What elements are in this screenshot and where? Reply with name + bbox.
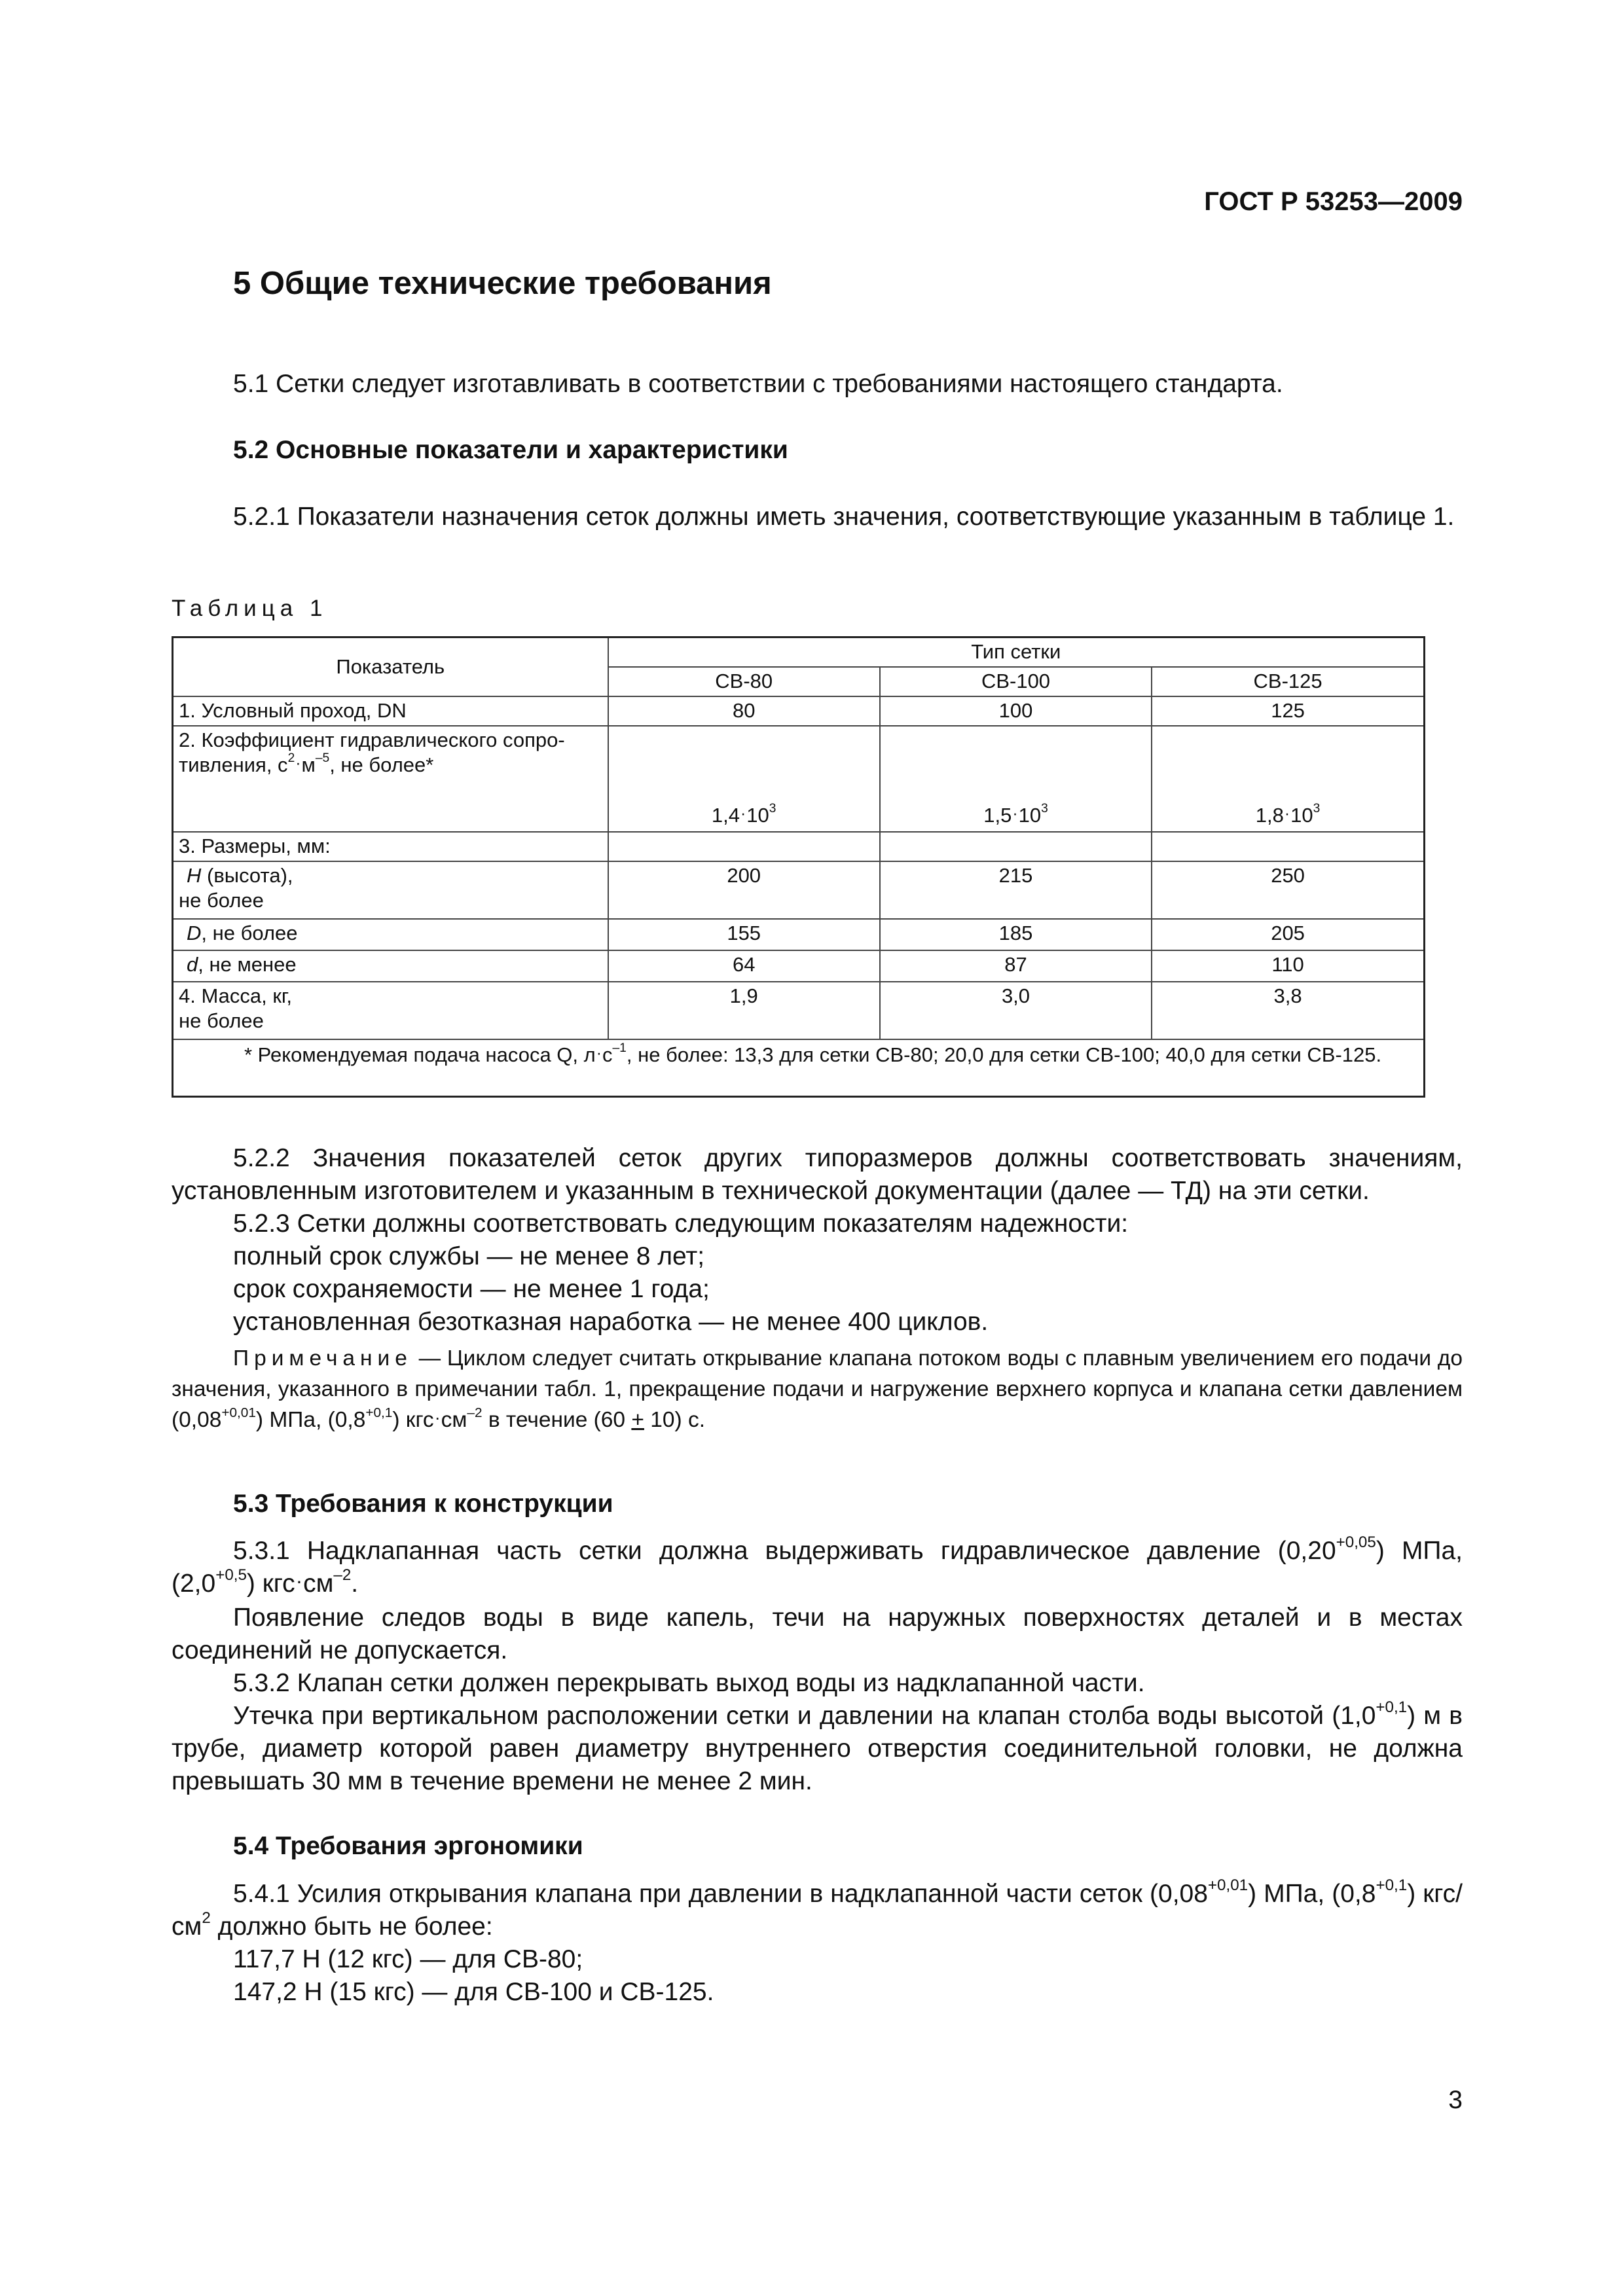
table-row (173, 726, 1425, 832)
table-row (173, 696, 1425, 726)
paragraph-5-1: 5.1 Сетки следует изготавливать в соответствии с требованиями настоящего стандарта. (233, 370, 1283, 398)
standard-code: ГОСТ Р 53253—2009 (1204, 187, 1463, 216)
row-label: 1. Условный проход, DN (173, 696, 608, 726)
value-cell: $1,8\cdot 10^3$ (1152, 726, 1424, 832)
type-cell: СВ-100 (880, 667, 1152, 696)
value-cell: 64 (608, 950, 880, 982)
table-header-row (173, 637, 1425, 667)
paragraph-5-2-1: 5.2.1 Показатели назначения сеток должны иметь значения, соответствующие указанным в таблице 1. (233, 503, 1455, 531)
paragraph-5-4-1: 5.4.1 Усилия открывания клапана при давлении в надклапанной части сеток $(0,08^{+0,01})$ МПа, $(0,8^{+0,1})$ кгс/$см^2$ должно быть не более: (172, 1876, 1463, 1941)
reliability-item: полный срок службы — не менее 8 лет; (233, 1242, 705, 1270)
value-cell: 185 (880, 919, 1152, 950)
paragraph-5-3-1: 5.3.1 Надклапанная часть сетки должна выдерживать гидравлическое давление $(0,20^{+0,05})$ МПа, $(2,0^{+0,5})$ $кгс\cdot см^{-2}$. (172, 1534, 1463, 1598)
value-cell: 3,8 (1152, 982, 1424, 1039)
value-cell: $1,4\cdot 10^3$ (608, 726, 880, 832)
type-cell: СВ-125 (1152, 667, 1424, 696)
section-5-title: 5 Общие технические требования (233, 266, 772, 301)
value-cell: 1,9 (608, 982, 880, 1039)
value-cell: 80 (608, 696, 880, 726)
value-cell: 125 (1152, 696, 1424, 726)
force-item: 117,7 Н (12 кгс) — для СВ-80; (233, 1945, 583, 1973)
paragraph-5-3-1-b: Появление следов воды в виде капель, течи на наружных поверхностях деталей и в местах соединений не допускается. (172, 1604, 1463, 1664)
value-cell: 3,0 (880, 982, 1152, 1039)
header-type: Тип сетки (608, 637, 1425, 667)
row-label: H (высота), не более (173, 861, 608, 919)
table-footnote: * Рекомендуемая подача насоса Q, $л\cdot с^{-1}$, не более: 13,3 для сетки СВ-80; 20,0 для сетки СВ-100; 40,0 для сетки СВ-125. (173, 1039, 1425, 1097)
value-cell: 110 (1152, 950, 1424, 982)
paragraph-5-2-3: 5.2.3 Сетки должны соответствовать следующим показателям надежности: (233, 1210, 1129, 1238)
row-label: 3. Размеры, мм: (173, 832, 608, 861)
table-row (173, 861, 1425, 919)
value-cell: 100 (880, 696, 1152, 726)
table-row (173, 982, 1425, 1039)
table-row (173, 950, 1425, 982)
note: Примечание — Циклом следует считать открывание клапана потоком воды с плавным увеличением его подачи до значения, указанного в примечании табл. 1, прекращение подачи и нагружение верхнего корпуса и клапана сетки давлением $(0,08^{+0,01})$ МПа, $(0,8^{+0,1})$ $кгс\cdot см^{-2}$ в течение (60 + 10) с. (172, 1346, 1463, 1432)
section-5-3-title: 5.3 Требования к конструкции (233, 1490, 613, 1518)
paragraph-5-3-2: 5.3.2 Клапан сетки должен перекрывать выход воды из надклапанной части. (233, 1669, 1145, 1697)
value-cell: 87 (880, 950, 1152, 982)
section-5-4-title: 5.4 Требования эргономики (233, 1832, 583, 1860)
value-cell: 250 (1152, 861, 1424, 919)
value-cell: 200 (608, 861, 880, 919)
row-label: 2. Коэффициент гидравлического сопро- тивления, $с^2\cdot м^{-5}$, не более* (173, 726, 608, 832)
value-cell: $1,5\cdot 10^3$ (880, 726, 1152, 832)
note-block (172, 1343, 1463, 1437)
value-cell: 215 (880, 861, 1152, 919)
reliability-item: срок сохраняемости — не менее 1 года; (233, 1275, 710, 1303)
table-row (173, 919, 1425, 950)
row-label: 4. Масса, кг, не более (173, 982, 608, 1039)
section-5-3-body (172, 1535, 1463, 1798)
row-label: D, не более (173, 919, 608, 950)
section-5-2-title: 5.2 Основные показатели и характеристики (233, 436, 788, 464)
type-cell: СВ-80 (608, 667, 880, 696)
table-caption: Таблица 1 (172, 596, 328, 621)
table-row (173, 832, 1425, 861)
row-label: d, не менее (173, 950, 608, 982)
value-cell: 155 (608, 919, 880, 950)
reliability-item: установленная безотказная наработка — не менее 400 циклов. (233, 1308, 989, 1336)
paragraph-5-3-2-b: Утечка при вертикальном расположении сетки и давлении на клапан столба воды высотой $(1,0^{+0,1})$ м в трубе, диаметр которой равен диаметру внутреннего отверстия соединительной головки, не должна превышать 30 мм в течение времени не менее 2 мин. (172, 1698, 1463, 1795)
reliability-block (172, 1142, 1463, 1338)
paragraph-5-2-2: 5.2.2 Значения показателей сеток других типоразмеров должны соответствовать значениям, установленным изготовителем и указанным в технической документации (далее — ТД) на эти сетки. (172, 1144, 1463, 1205)
force-item: 147,2 Н (15 кгс) — для СВ-100 и СВ-125. (233, 1978, 714, 2006)
value-cell: 205 (1152, 919, 1424, 950)
table-footnote-row (173, 1039, 1425, 1097)
section-5-4-body (172, 1878, 1463, 2009)
table-1 (172, 636, 1425, 1098)
header-param: Показатель (173, 637, 608, 696)
page-number: 3 (1448, 2086, 1463, 2114)
